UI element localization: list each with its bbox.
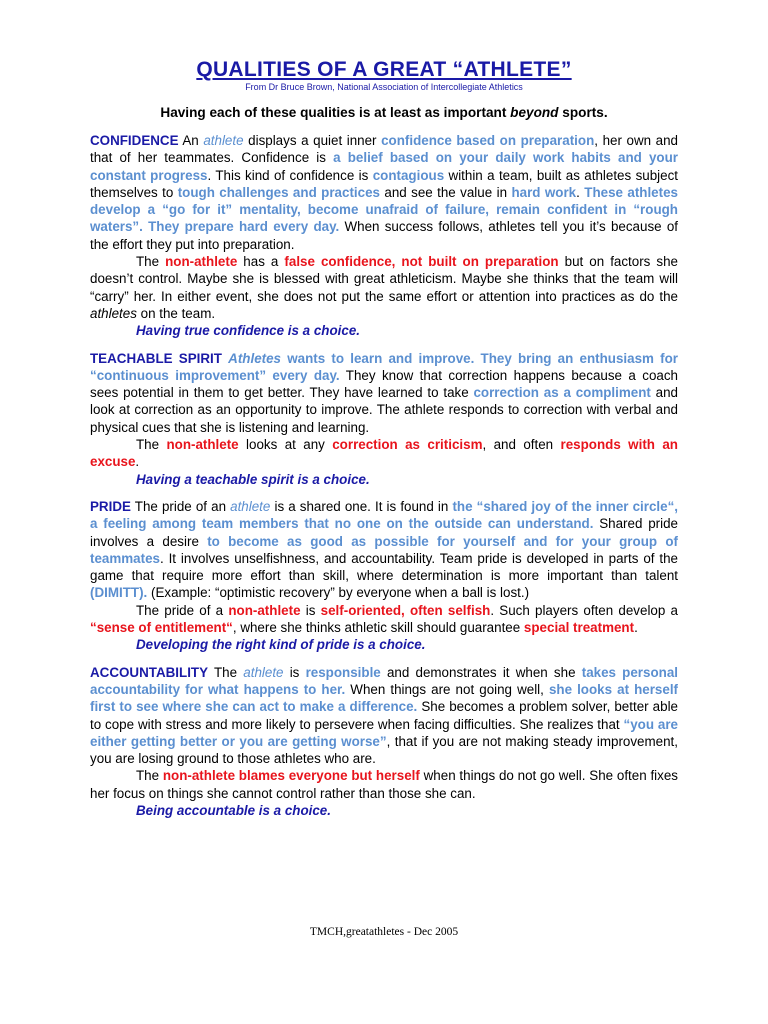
page-footer: TMCH,greatathletes - Dec 2005: [309, 926, 459, 938]
section-accountability: [90, 664, 678, 820]
pride-choice-statement: Developing the right kind of pride is a choice.: [136, 637, 426, 653]
accountability-paragraph-non-athlete: The non-athlete blames everyone but herself when things do not go well. She often fixes her focus on things she cannot control rather than those she can.: [90, 768, 678, 801]
section-teachable-spirit: [90, 350, 678, 488]
section-pride: [90, 498, 678, 654]
teachable-paragraph-non-athlete: The non-athlete looks at any correction as criticism, and often responds with an excuse.: [90, 437, 678, 470]
section-heading-confidence: CONFIDENCE: [90, 133, 179, 148]
source-attribution: From Dr Bruce Brown, National Association of Intercollegiate Athletics: [245, 82, 523, 92]
intro-text-a: Having each of these qualities is at least as important: [160, 105, 511, 120]
section-heading-pride: PRIDE: [90, 498, 131, 514]
section-heading-accountability: ACCOUNTABILITY: [90, 664, 209, 680]
section-heading-teachable-spirit: TEACHABLE SPIRIT: [90, 350, 222, 366]
intro-text-emphasis: beyond: [510, 105, 559, 120]
accountability-paragraph-athlete: ACCOUNTABILITY The athlete is responsible and demonstrates it when she takes personal accountability for what happens to her. When things are not going well, she looks at herself first to see where she can act to make a difference. She becomes a problem solver, better able to cope with stress and more likely to persevere when facing difficulties. She realizes that “you are either getting better or you are getting worse”, that if you are not making steady improvement, you are losing ground to those athletes who are.: [90, 664, 678, 767]
page-title: QUALITIES OF A GREAT “ATHLETE”: [196, 58, 572, 81]
section-confidence: [90, 132, 678, 340]
pride-paragraph-athlete: PRIDE The pride of an athlete is a shared one. It is found in the “shared joy of the inner circle“, a feeling among team members that no one on the outside can understand. Shared pride involves a desire to become as good as possible for yourself and for your group of teammates. It involves unselfishness, and accountability. Team pride is developed in parts of the game that require more effort than skill, where determination is more important than talent (DIMITT). (Example: “optimistic recovery” by everyone when a ball is lost.): [90, 498, 679, 601]
intro-statement: [90, 104, 678, 122]
pride-paragraph-non-athlete: The pride of a non-athlete is self-oriented, often selfish. Such players often develop a “sense of entitlement“, where she thinks athletic skill should guarantee special treatment.: [90, 602, 678, 636]
confidence-paragraph-athlete: CONFIDENCE An athlete displays a quiet inner confidence based on preparation, her own and that of her teammates. Confidence is a belief based on your daily work habits and your constant progress. This kind of confidence is contagious within a team, built as athletes subject themselves to tough challenges and practices and see the value in hard work. These athletes develop a “go for it” mentality, become unafraid of failure, remain confident in “rough waters”. They prepare hard every day. When success follows, athletes tell you it’s because of the effort they put into preparation.: [90, 133, 678, 252]
teachable-choice-statement: Having a teachable spirit is a choice.: [136, 471, 370, 487]
teachable-paragraph-athlete: TEACHABLE SPIRIT Athletes wants to learn and improve. They bring an enthusiasm for “continuous improvement” every day. They know that correction happens because a coach sees potential in them to get better. They have learned to take correction as a compliment and look at correction as an opportunity to improve. The athlete responds to correction with verbal and physical cues that she is listening and learning.: [90, 350, 679, 435]
document-page: [90, 58, 678, 819]
accountability-choice-statement: Being accountable is a choice.: [136, 802, 331, 818]
intro-text-c: sports.: [558, 105, 608, 120]
confidence-choice-statement: Having true confidence is a choice.: [136, 323, 360, 339]
confidence-paragraph-non-athlete: The non-athlete has a false confidence, not built on preparation but on factors she doesn’t control. Maybe she is blessed with great athleticism. Maybe she thinks that the team will “carry” her. In either event, she does not put the same effort or attention into practices as do the athletes on the team.: [90, 254, 678, 321]
